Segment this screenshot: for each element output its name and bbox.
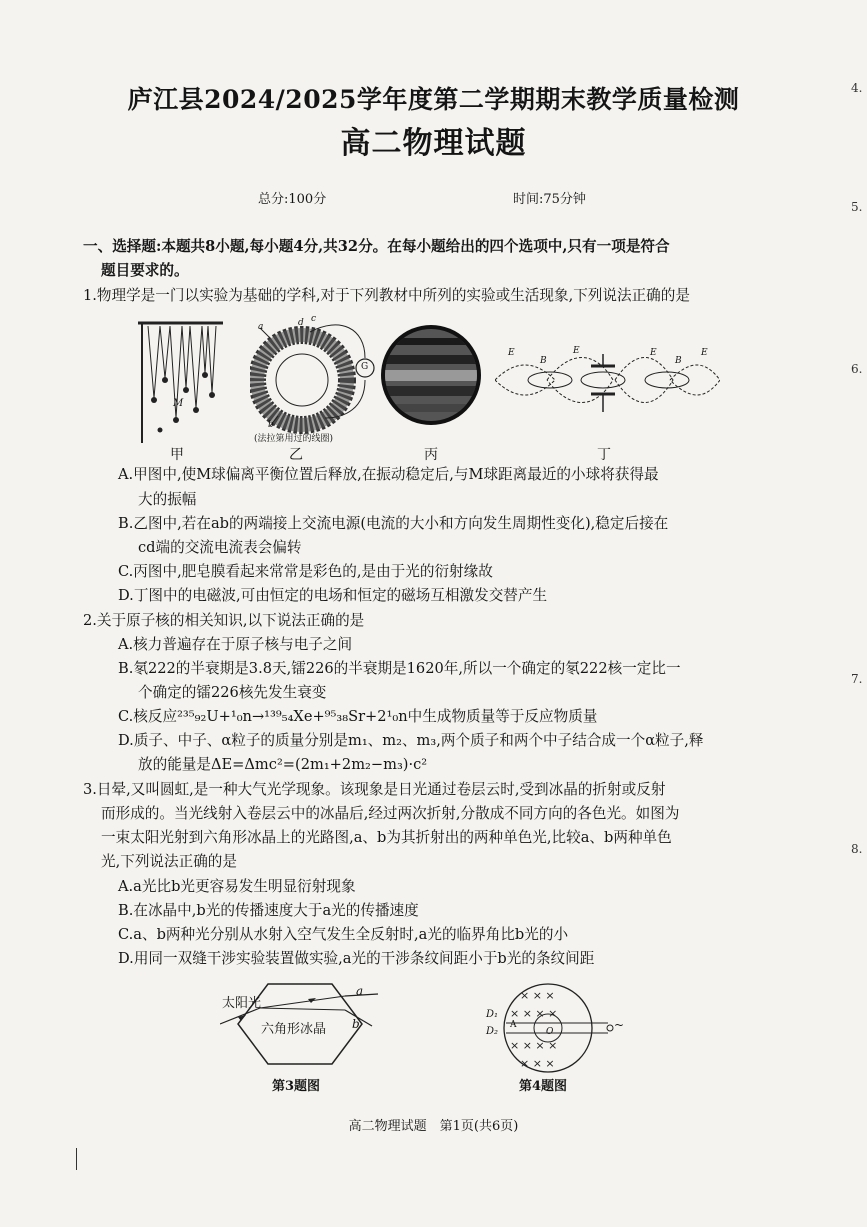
margin-mark [76,1148,77,1170]
q1-option-c: C.丙图中,肥皂膜看起来常常是彩色的,是由于光的衍射缘故 [118,563,493,580]
q3-stem-3: 一束太阳光射到六角形冰晶上的光路图,a、b为其折射出的两种单色光,比较a、b两种单色 [101,829,672,846]
label-a: a [258,322,264,332]
label-c: c [311,314,317,324]
label-E4: E [701,348,708,358]
label-A: A [510,1020,517,1030]
q2-option-c: C.核反应²³⁵₉₂U+¹₀n→¹³⁹₅₄Xe+⁹⁵₃₈Sr+2¹₀n中生成物质量等于反应物质量 [118,708,598,725]
q1-option-a-cont: 大的振幅 [138,491,197,508]
label-M: M [173,398,184,409]
q1-option-d: D.丁图中的电磁波,可由恒定的电场和恒定的磁场互相激发交替产生 [118,587,548,604]
label-E2: E [573,346,580,356]
label-E3: E [650,348,657,358]
q3-stem-2: 而形成的。当光线射入卷层云中的冰晶后,经过两次折射,分散成不同方向的各色光。如图为 [101,805,680,822]
label-b: b [268,420,274,430]
label-sunlight: 太阳光 [222,996,262,1011]
q1-stem: 1.物理学是一门以实验为基础的学科,对于下列教材中所列的实验或生活现象,下列说法正确的是 [83,287,690,304]
label-d: d [298,318,304,328]
section-heading: 一、选择题:本题共8小题,每小题4分,共32分。在每小题给出的四个选项中,只有一项是符合 [83,238,670,255]
q2-option-b-cont: 个确定的镭226核先发生衰变 [138,684,327,701]
q1-option-b: B.乙图中,若在ab的两端接上交流电源(电流的大小和方向发生周期性变化),稳定后接在 [118,515,669,532]
label-ray-a: a [356,984,364,998]
label-crystal: 六角形冰晶 [261,1022,327,1037]
q2-option-a: A.核力普遍存在于原子核与电子之间 [118,636,353,653]
fig4-caption: 第4题图 [519,1079,568,1094]
label-D2: D₂ [486,1026,499,1037]
svg-text:× × ×: × × × [520,1057,555,1070]
fig-em-wave [495,340,720,440]
margin-q8: 8. [851,842,863,856]
svg-text:× × × ×: × × × × [510,1039,558,1052]
q3-option-b: B.在冰晶中,b光的传播速度大于a光的传播速度 [118,902,419,919]
q2-option-b: B.氡222的半衰期是3.8天,镭226的半衰期是1620年,所以一个确定的氡222核一定比一 [118,660,681,677]
fig-label-bing: 丙 [424,447,438,463]
q3-stem-1: 3.日晕,又叫圆虹,是一种大气光学现象。该现象是日光通过卷层云时,受到冰晶的折射或反射 [83,781,666,798]
coil-caption: (法拉第用过的线圈) [254,434,334,444]
margin-q4: 4. [851,81,863,95]
exam-title: 庐江县2024/2025学年度第二学期期末教学质量检测 [127,85,740,114]
q3-option-d: D.用同一双缝干涉实验装置做实验,a光的干涉条纹间距小于b光的条纹间距 [118,950,595,967]
page-footer: 高二物理试题 第1页(共6页) [348,1119,519,1134]
margin-q6: 6. [851,362,863,376]
margin-q7: 7. [851,672,863,686]
label-ac-source: ~ [614,1018,625,1032]
label-D1: D₁ [486,1009,499,1020]
svg-text:× × ×: × × × [520,989,555,1002]
q3-option-c: C.a、b两种光分别从水射入空气发生全反射时,a光的临界角比b光的小 [118,926,569,943]
label-ray-b: b [352,1017,360,1031]
fig-soap-film [379,320,483,430]
label-B1: B [540,356,547,366]
fig-pendulums [138,318,223,443]
exam-time: 时间:75分钟 [513,192,586,207]
q1-option-b-cont: cd端的交流电流表会偏转 [138,539,302,556]
label-E1: E [508,348,515,358]
fig-cyclotron [500,983,620,1073]
label-B2: B [675,356,682,366]
q1-option-a: A.甲图中,使M球偏离平衡位置后释放,在振动稳定后,与M球距离最近的小球将获得最 [118,466,659,483]
q2-option-d: D.质子、中子、α粒子的质量分别是m₁、m₂、m₃,两个质子和两个中子结合成一个α粒子,释 [118,732,704,749]
total-score: 总分:100分 [258,192,327,207]
q2-stem: 2.关于原子核的相关知识,以下说法正确的是 [83,612,365,629]
q3-option-a: A.a光比b光更容易发生明显衍射现象 [118,878,356,895]
fig-label-yi: 乙 [289,447,303,463]
label-O: O [546,1027,554,1037]
q3-stem-4: 光,下列说法正确的是 [101,853,237,870]
section-heading-cont: 题目要求的。 [101,262,189,279]
svg-text:× × × ×: × × × × [510,1007,558,1020]
fig-label-ding: 丁 [597,447,611,463]
fig3-caption: 第3题图 [272,1079,321,1094]
margin-q5: 5. [851,200,863,214]
exam-subtitle: 高二物理试题 [340,126,527,161]
fig-label-jia: 甲 [170,447,184,463]
label-G: G [361,362,369,372]
q2-option-d-cont: 放的能量是ΔE=Δmc²=(2m₁+2m₂−m₃)·c² [138,756,428,773]
